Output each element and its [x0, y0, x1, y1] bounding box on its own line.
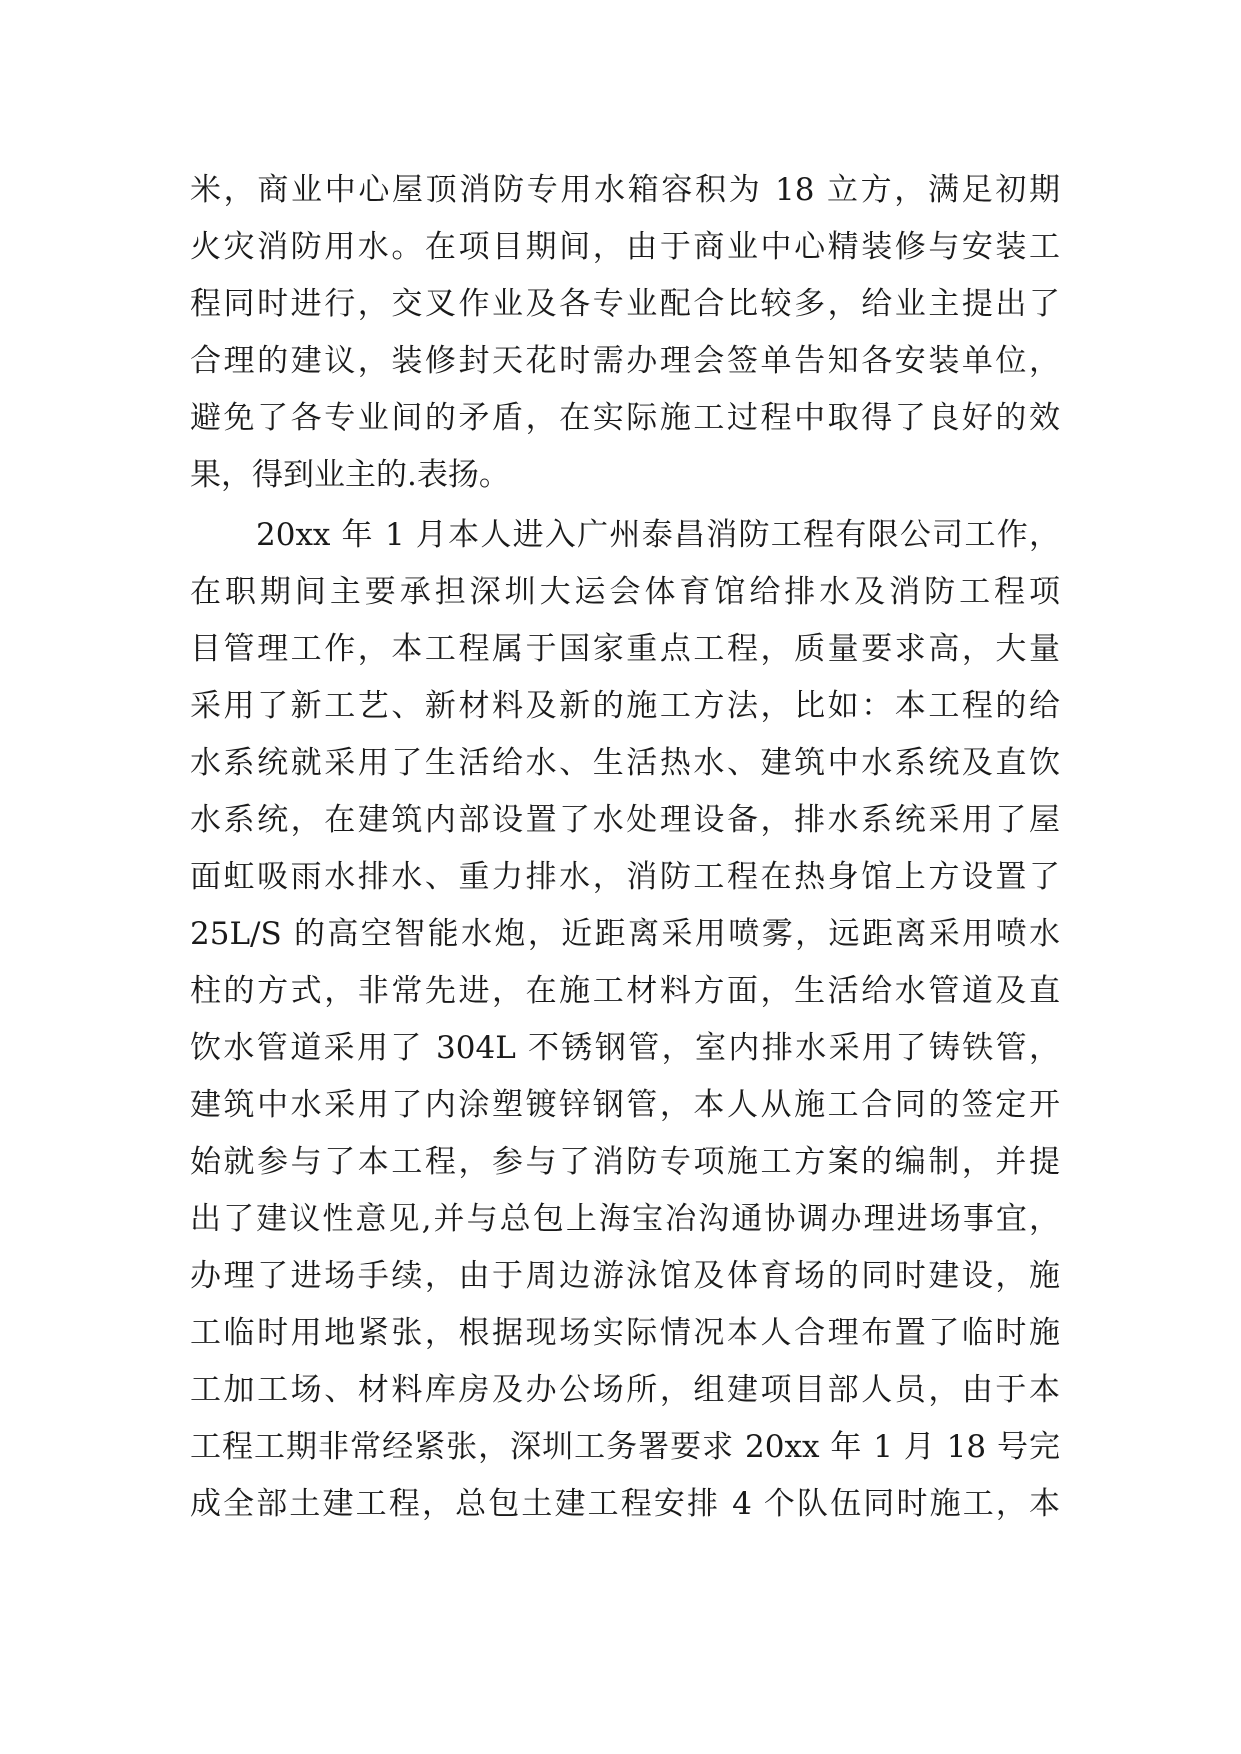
- text-line: 成全部土建工程，总包土建工程安排 4 个队伍同时施工，本: [190, 1486, 1060, 1522]
- text-line: 饮水管道采用了 304L 不锈钢管，室内排水采用了铸铁管，: [190, 1030, 1060, 1066]
- text-line: 程同时进行，交叉作业及各专业配合比较多，给业主提出了: [190, 286, 1060, 322]
- text-line: 面虹吸雨水排水、重力排水，消防工程在热身馆上方设置了: [190, 859, 1060, 895]
- text-line: 避免了各专业间的矛盾，在实际施工过程中取得了良好的效: [190, 400, 1060, 436]
- text-line: 建筑中水采用了内涂塑镀锌钢管，本人从施工合同的签定开: [190, 1087, 1060, 1123]
- text-line: 火灾消防用水。在项目期间，由于商业中心精装修与安装工: [190, 229, 1060, 265]
- paragraph-first-line: 20xx 年 1 月本人进入广州泰昌消防工程有限公司工作，: [256, 517, 1060, 553]
- text-line: 办理了进场手续，由于周边游泳馆及体育场的同时建设，施: [190, 1258, 1060, 1294]
- text-line: 果，得到业主的.表扬。: [190, 457, 510, 493]
- text-line: 25L/S 的高空智能水炮，近距离采用喷雾，远距离采用喷水: [190, 916, 1060, 952]
- text-line: 米，商业中心屋顶消防专用水箱容积为 18 立方，满足初期: [190, 172, 1060, 208]
- text-line: 出了建议性意见,并与总包上海宝冶沟通协调办理进场事宜，: [190, 1201, 1060, 1237]
- text-line: 水系统就采用了生活给水、生活热水、建筑中水系统及直饮: [190, 745, 1060, 781]
- text-line: 目管理工作，本工程属于国家重点工程，质量要求高，大量: [190, 631, 1060, 667]
- text-line: 始就参与了本工程，参与了消防专项施工方案的编制，并提: [190, 1144, 1060, 1180]
- text-line: 采用了新工艺、新材料及新的施工方法，比如：本工程的给: [190, 688, 1060, 724]
- text-line: 合理的建议，装修封天花时需办理会签单告知各安装单位，: [190, 343, 1060, 379]
- text-line: 工临时用地紧张，根据现场实际情况本人合理布置了临时施: [190, 1315, 1060, 1351]
- text-line: 柱的方式，非常先进，在施工材料方面，生活给水管道及直: [190, 973, 1060, 1009]
- text-line: 工程工期非常经紧张，深圳工务署要求 20xx 年 1 月 18 号完: [190, 1429, 1060, 1465]
- text-line: 在职期间主要承担深圳大运会体育馆给排水及消防工程项: [190, 574, 1060, 610]
- text-line: 工加工场、材料库房及办公场所，组建项目部人员，由于本: [190, 1372, 1060, 1408]
- text-line: 水系统，在建筑内部设置了水处理设备，排水系统采用了屋: [190, 802, 1060, 838]
